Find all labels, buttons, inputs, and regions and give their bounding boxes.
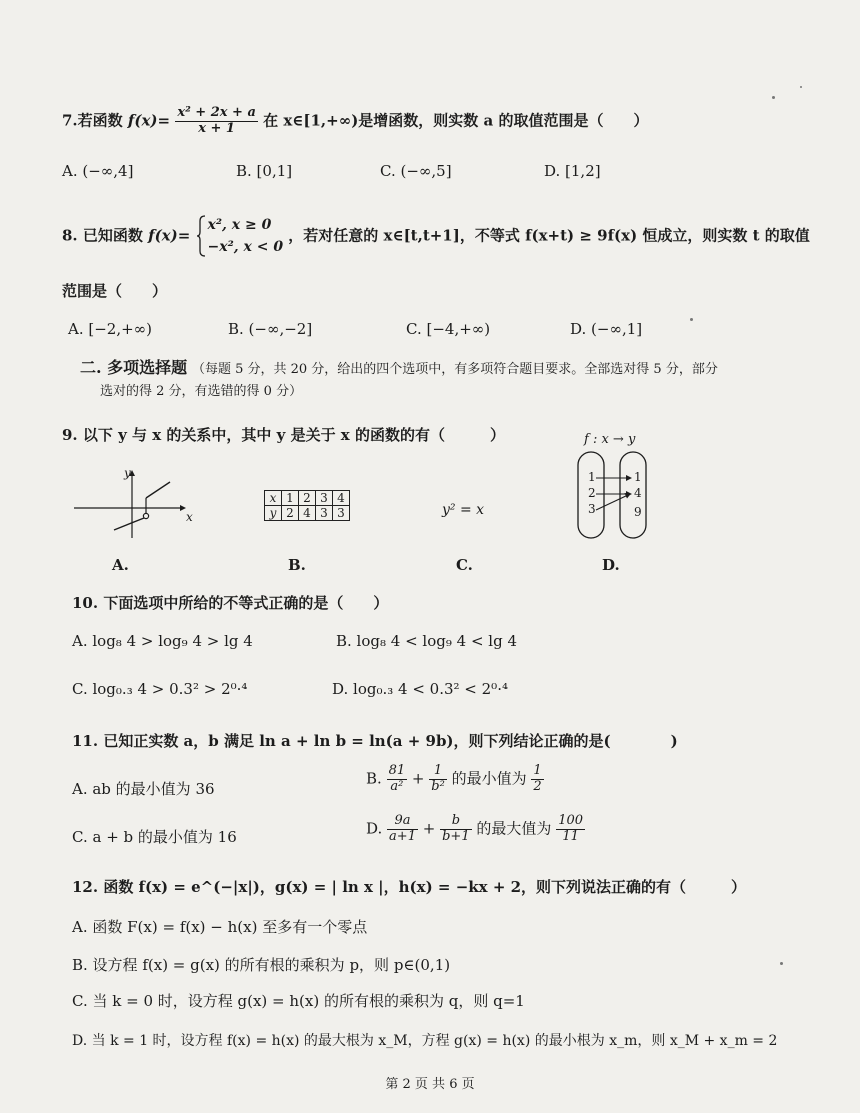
q10-option-b: B. log₈ 4 < log₉ 4 < lg 4: [336, 632, 517, 650]
q7-prefix: 7.若函数: [62, 111, 123, 130]
question-10: 10. 下面选项中所给的不等式正确的是（ ）: [72, 594, 389, 612]
fraction-numerator: 1: [429, 764, 447, 780]
q7-func: f(x)=: [127, 111, 171, 130]
table-cell: 3: [316, 491, 333, 506]
fraction-numerator: 1: [533, 763, 542, 778]
table-row: [265, 491, 350, 506]
map-left-2: 2: [588, 486, 596, 500]
q12-option-d: D. 当 k = 1 时，设方程 f(x) = h(x) 的最大根为 x_M，方程 g(x) = h(x) 的最小根为 x_m，则 x_M + x_m = 2: [72, 1033, 778, 1049]
graph-line-left: [114, 518, 144, 530]
q8-suffix: ，若对任意的 x∈[t,t+1]，不等式 f(x+t) ≥ 9f(x) 恒成立，则实数 t 的取值: [288, 226, 810, 245]
q9-graph-y-label: y: [124, 466, 131, 480]
q10-option-d: D. log₀.₃ 4 < 0.3² < 2⁰·⁴: [332, 680, 508, 698]
table-cell: 4: [299, 506, 316, 521]
table-cell: 1: [282, 491, 299, 506]
q8-case-1: x², x ≥ 0: [207, 217, 272, 233]
q11-d-label: D.: [366, 819, 383, 838]
q8-func: f(x)=: [148, 226, 191, 245]
brace-icon: [196, 215, 206, 257]
q8-option-d: D. (−∞,1]: [570, 320, 643, 338]
q9-equation-c: y² = x: [442, 502, 485, 518]
map-right-9: 9: [634, 505, 642, 519]
q7-suffix: 在 x∈[1,+∞)是增函数，则实数 a 的取值范围是（ ）: [263, 111, 649, 130]
table-row: [265, 506, 350, 521]
fraction-numerator: 100: [558, 813, 584, 828]
section-2-note-1: （每题 5 分，共 20 分，给出的四个选项中，有多项符合题目要求。全部选对得 5 分，部分: [191, 362, 718, 377]
plus-sign: +: [411, 769, 425, 788]
q11-option-d: [366, 814, 585, 845]
question-8: [62, 214, 810, 259]
fraction-denominator: a²: [390, 778, 404, 794]
q12-option-a: A. 函数 F(x) = f(x) − h(x) 至多有一个零点: [72, 918, 368, 936]
q12-option-c: C. 当 k = 0 时，设方程 g(x) = h(x) 的所有根的乘积为 q，则 q=1: [72, 992, 525, 1010]
q10-option-c: C. log₀.₃ 4 > 0.3² > 2⁰·⁴: [72, 680, 248, 698]
table-cell: 2: [299, 491, 316, 506]
table-cell: 3: [316, 506, 333, 521]
question-12: 12. 函数 f(x) = e^(−|x|)，g(x) = | ln x |，h(x) = −kx + 2，则下列说法正确的有（ ）: [72, 878, 747, 896]
q9-graph-a: [70, 460, 200, 540]
graph-line-right: [146, 482, 170, 498]
q11-b-label: B.: [366, 769, 382, 788]
q7-option-d: D. [1,2]: [544, 162, 601, 180]
page-footer: 第 2 页 共 6 页: [385, 1077, 475, 1092]
fraction-numerator: 9a: [387, 814, 418, 830]
scan-speck: [800, 86, 802, 88]
q9-label-c: C.: [456, 556, 473, 574]
q8-option-a: A. [−2,+∞): [68, 320, 153, 338]
q9-label-b: B.: [288, 556, 306, 574]
q7-numerator: x² + 2x + a: [177, 105, 256, 120]
question-9: 9. 以下 y 与 x 的关系中，其中 y 是关于 x 的函数的有（ ）: [62, 426, 505, 444]
fraction-numerator: 81: [388, 763, 406, 778]
fraction-denominator: a+1: [389, 828, 416, 844]
question-11: 11. 已知正实数 a，b 满足 ln a + ln b = ln(a + 9b)，则下列结论正确的是( ): [72, 732, 678, 750]
table-cell: y: [265, 506, 282, 521]
table-cell: 4: [333, 491, 350, 506]
scan-speck: [780, 962, 783, 965]
q8-prefix: 8. 已知函数: [62, 226, 143, 245]
q8-option-c: C. [−4,+∞): [406, 320, 491, 338]
question-7: [62, 106, 648, 137]
q8-continuation: 范围是（ ）: [62, 282, 168, 300]
q7-denominator: x + 1: [198, 120, 235, 136]
q9-map-title: f : x → y: [584, 432, 636, 447]
map-left-1: 1: [588, 470, 596, 484]
q10-option-a: A. log₈ 4 > log₉ 4 > lg 4: [72, 632, 253, 650]
fraction-denominator: 11: [562, 828, 579, 844]
scan-speck: [772, 96, 775, 99]
q7-option-b: B. [0,1]: [236, 162, 293, 180]
q7-option-a: A. (−∞,4]: [62, 162, 134, 180]
section-2-title: 二. 多项选择题: [80, 358, 188, 377]
open-point: [143, 513, 148, 518]
q7-option-c: C. (−∞,5]: [380, 162, 452, 180]
q9-label-a: A.: [112, 556, 129, 574]
q7-fraction: [175, 106, 258, 137]
q9-table-b: [264, 490, 350, 521]
q11-option-c: C. a + b 的最小值为 16: [72, 828, 237, 846]
fraction-denominator: b+1: [442, 828, 470, 844]
scan-speck: [690, 318, 693, 321]
table-cell: 3: [333, 506, 350, 521]
q11-d-text: 的最大值为: [476, 819, 552, 838]
q11-b-text: 的最小值为: [451, 769, 527, 788]
map-right-1: 1: [634, 470, 642, 484]
q9-graph-x-label: x: [186, 510, 193, 524]
codomain-oval: [620, 452, 646, 538]
map-right-4: 4: [634, 486, 642, 500]
q9-label-d: D.: [602, 556, 620, 574]
plus-sign: +: [422, 819, 436, 838]
fraction-denominator: 2: [533, 778, 542, 794]
table-cell: 2: [282, 506, 299, 521]
map-arrow-3: [596, 495, 628, 510]
q8-piecewise: [196, 214, 284, 259]
map-left-3: 3: [588, 502, 596, 516]
q11-option-b: [366, 764, 544, 795]
fraction-denominator: b²: [431, 778, 445, 794]
q8-case-2: −x², x < 0: [207, 239, 284, 256]
q9-mapping-d: [574, 448, 654, 544]
q11-option-a: A. ab 的最小值为 36: [72, 780, 215, 798]
table-cell: x: [265, 491, 282, 506]
q8-option-b: B. (−∞,−2]: [228, 320, 313, 338]
q12-option-b: B. 设方程 f(x) = g(x) 的所有根的乘积为 p，则 p∈(0,1): [72, 956, 451, 974]
fraction-numerator: b: [440, 814, 472, 830]
section-2-note-2: 选对的得 2 分，有选错的得 0 分）: [100, 384, 303, 399]
section-2-heading: [80, 355, 718, 378]
arrow-head-icon: [626, 475, 632, 481]
